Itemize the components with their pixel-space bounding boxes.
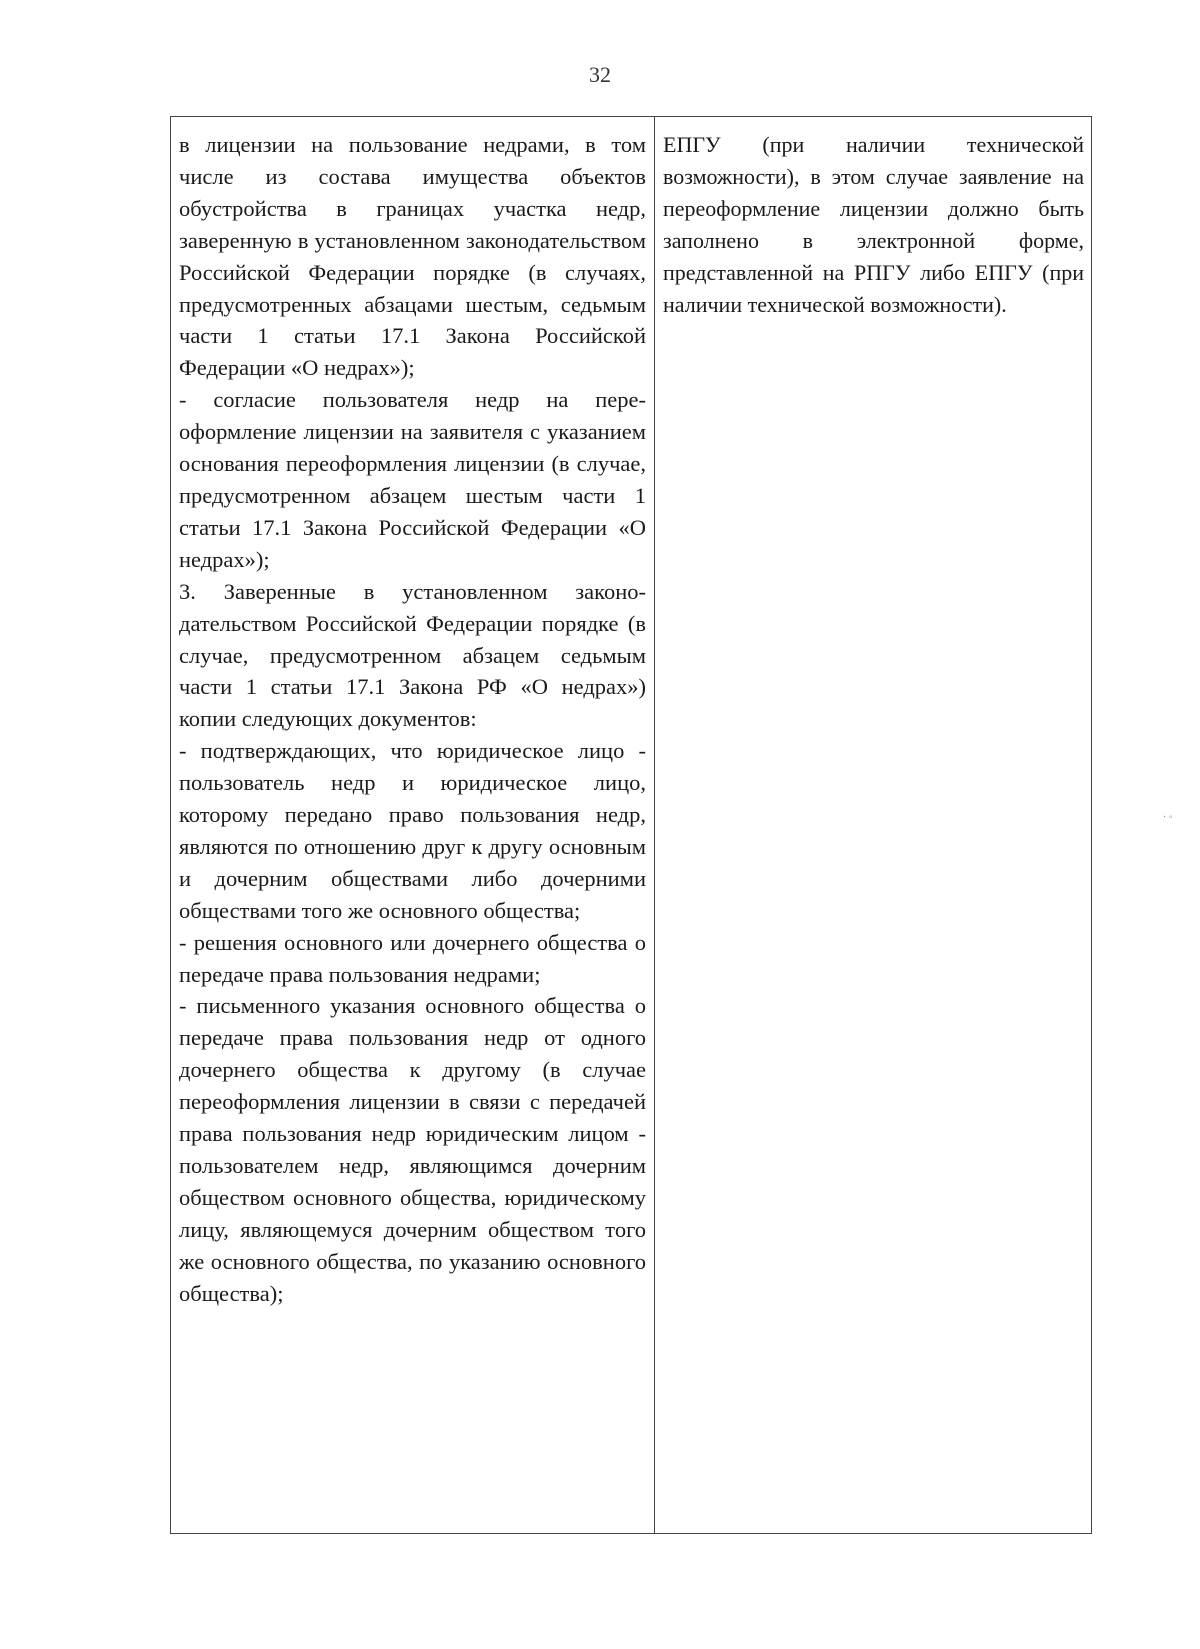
paragraph-certified-copies: 3. Заверенные в установленном законодательством Российской Федерации порядке (в случае, предусмотренном абзацем седьмым части 1 статьи 17.1 Закона РФ «О недрах») копии следующих документов: [179, 578, 646, 732]
page-number: 32 [589, 62, 611, 87]
paragraph-parent-subsidiary-proof: - подтверждающих, что юридическое лицо - пользователь недр и юридическое лицо, которому передано право пользования недр, являются по отношению друг к другу основным и дочерним обществами либо дочерними обществами того же основного общества; [179, 738, 646, 923]
table-cell-requirements [171, 117, 655, 1533]
paragraph-written-instruction: - письменного указания основного общества о передаче права пользования недр от одного дочернего общества к другому (в случае переоформления лицензии в связи с передачей права пользования недр юридическим лицом - пользователем недр, являющимся дочерним обществом основного общества, юридическому лицу, являющемуся дочерним обществом того же основного общества, по указанию основного общества); [179, 993, 646, 1306]
document-table [170, 116, 1092, 1534]
paragraph-transfer-decision: - решения основного или дочернего общества о передаче права пользования недрами; [179, 929, 646, 987]
paragraph-epgu-electronic-form: ЕПГУ (при наличии технической возможности), в этом случае заявление на переоформление лицензии должно быть заполнено в электронной форме, представленной на РПГУ либо ЕПГУ (при наличии технической возможности). [663, 132, 1084, 317]
table-cell-submission-method [655, 117, 1090, 1533]
paragraph-licence-property-copy: в лицензии на пользование недрами, в том числе из состава имущества объектов обустройства в границах участка недр, заверенную в установленном законодательством Российской Федерации порядке (в случаях, предусмотренных абзацами шестым, седьмым части 1 статьи 17.1 Закона Российской Федерации «О недрах»); [179, 132, 646, 381]
paragraph-subsoil-user-consent: - согласие пользователя недр на переоформление лицензии на заявителя с указанием основания переоформления лицензии (в случае, предусмотренном абзацем шестым части 1 статьи 17.1 Закона Российской Федерации «О недрах»); [179, 387, 646, 572]
scan-specks: · ◦ [1163, 812, 1173, 823]
